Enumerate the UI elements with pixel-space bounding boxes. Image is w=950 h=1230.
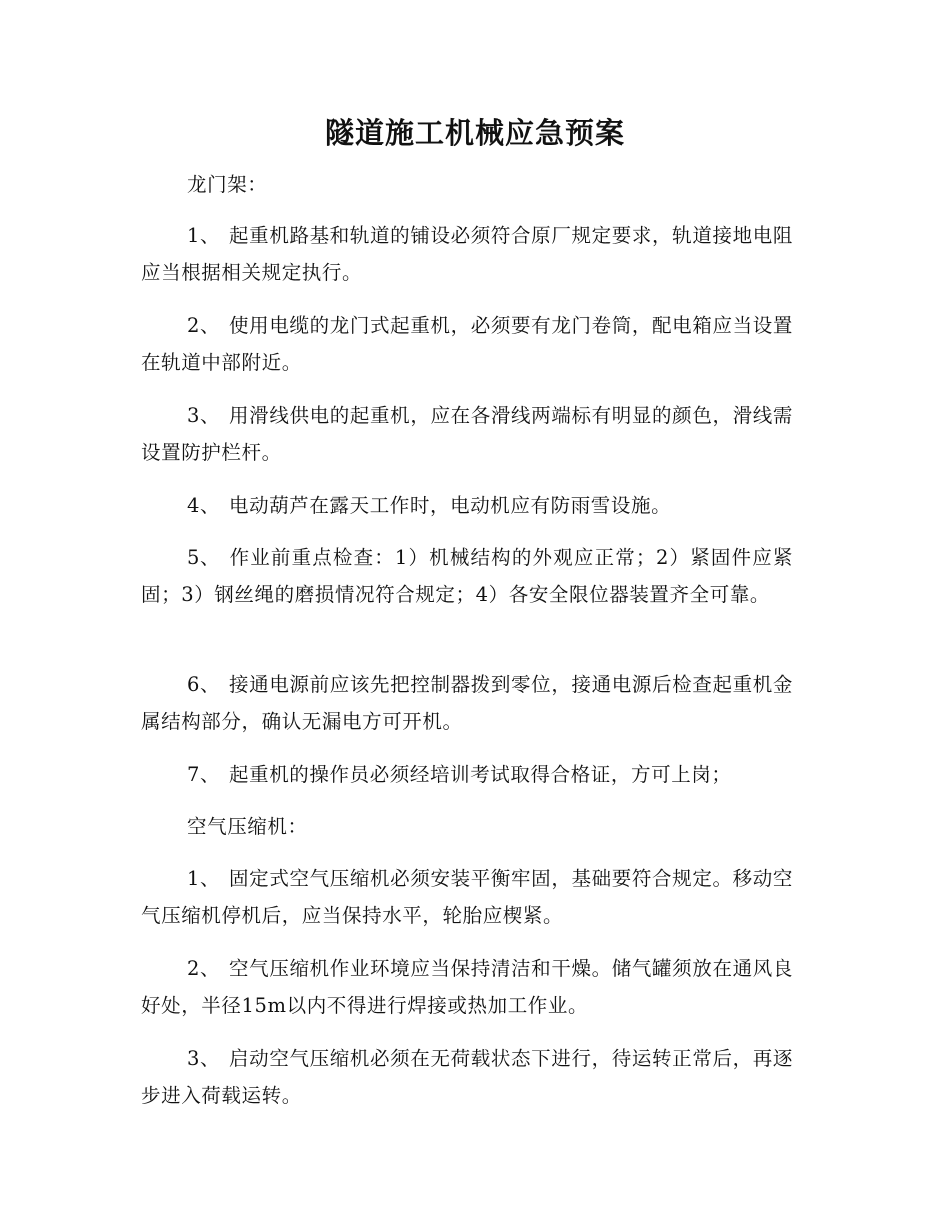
compressor-item-2 <box>141 950 793 1024</box>
section-heading-air-compressor: 空气压缩机： <box>187 815 308 838</box>
item-number: 3、 <box>187 404 221 427</box>
gantry-item-5 <box>141 539 793 613</box>
item-text: 使用电缆的龙门式起重机，必须要有龙门卷筒，配电箱应当设置在轨道中部附近。 <box>141 314 793 374</box>
item-number: 7、 <box>187 763 221 786</box>
gantry-item-2 <box>141 307 793 381</box>
item-text: 空气压缩机作业环境应当保持清洁和干燥。储气罐须放在通风良好处，半径15m以内不得进行焊接或热加工作业。 <box>141 957 793 1017</box>
item-number: 5、 <box>187 546 221 569</box>
item-number: 1、 <box>187 224 221 247</box>
compressor-item-3 <box>141 1040 793 1114</box>
gantry-item-4 <box>141 487 793 524</box>
item-text: 起重机的操作员必须经培训考试取得合格证，方可上岗； <box>229 763 732 786</box>
document-title: 隧道施工机械应急预案 <box>324 116 625 150</box>
item-number: 1、 <box>187 867 221 890</box>
item-text: 电动葫芦在露天工作时，电动机应有防雨雪设施。 <box>229 494 672 517</box>
item-text: 启动空气压缩机必须在无荷载状态下进行，待运转正常后，再逐步进入荷载运转。 <box>141 1047 793 1107</box>
item-text: 用滑线供电的起重机，应在各滑线两端标有明显的颜色，滑线需设置防护栏杆。 <box>141 404 793 464</box>
gantry-item-6 <box>141 666 793 740</box>
item-number: 2、 <box>187 957 221 980</box>
item-text: 接通电源前应该先把控制器拨到零位，接通电源后检查起重机金属结构部分，确认无漏电方可开机。 <box>141 673 793 733</box>
item-number: 2、 <box>187 314 221 337</box>
gantry-item-3 <box>141 397 793 471</box>
section-heading-gantry: 龙门架： <box>187 173 268 196</box>
item-text: 固定式空气压缩机必须安装平衡牢固，基础要符合规定。移动空气压缩机停机后，应当保持水平，轮胎应楔紧。 <box>141 867 793 927</box>
item-text: 作业前重点检查：1）机械结构的外观应正常；2）紧固件应紧固；3）钢丝绳的磨损情况符合规定；4）各安全限位器装置齐全可靠。 <box>141 546 793 606</box>
item-number: 3、 <box>187 1047 221 1070</box>
item-number: 4、 <box>187 494 221 517</box>
gantry-item-1 <box>141 217 793 291</box>
gantry-item-7 <box>141 756 793 793</box>
item-number: 6、 <box>187 673 221 696</box>
compressor-item-1 <box>141 860 793 934</box>
item-text: 起重机路基和轨道的铺设必须符合原厂规定要求，轨道接地电阻应当根据相关规定执行。 <box>141 224 793 284</box>
